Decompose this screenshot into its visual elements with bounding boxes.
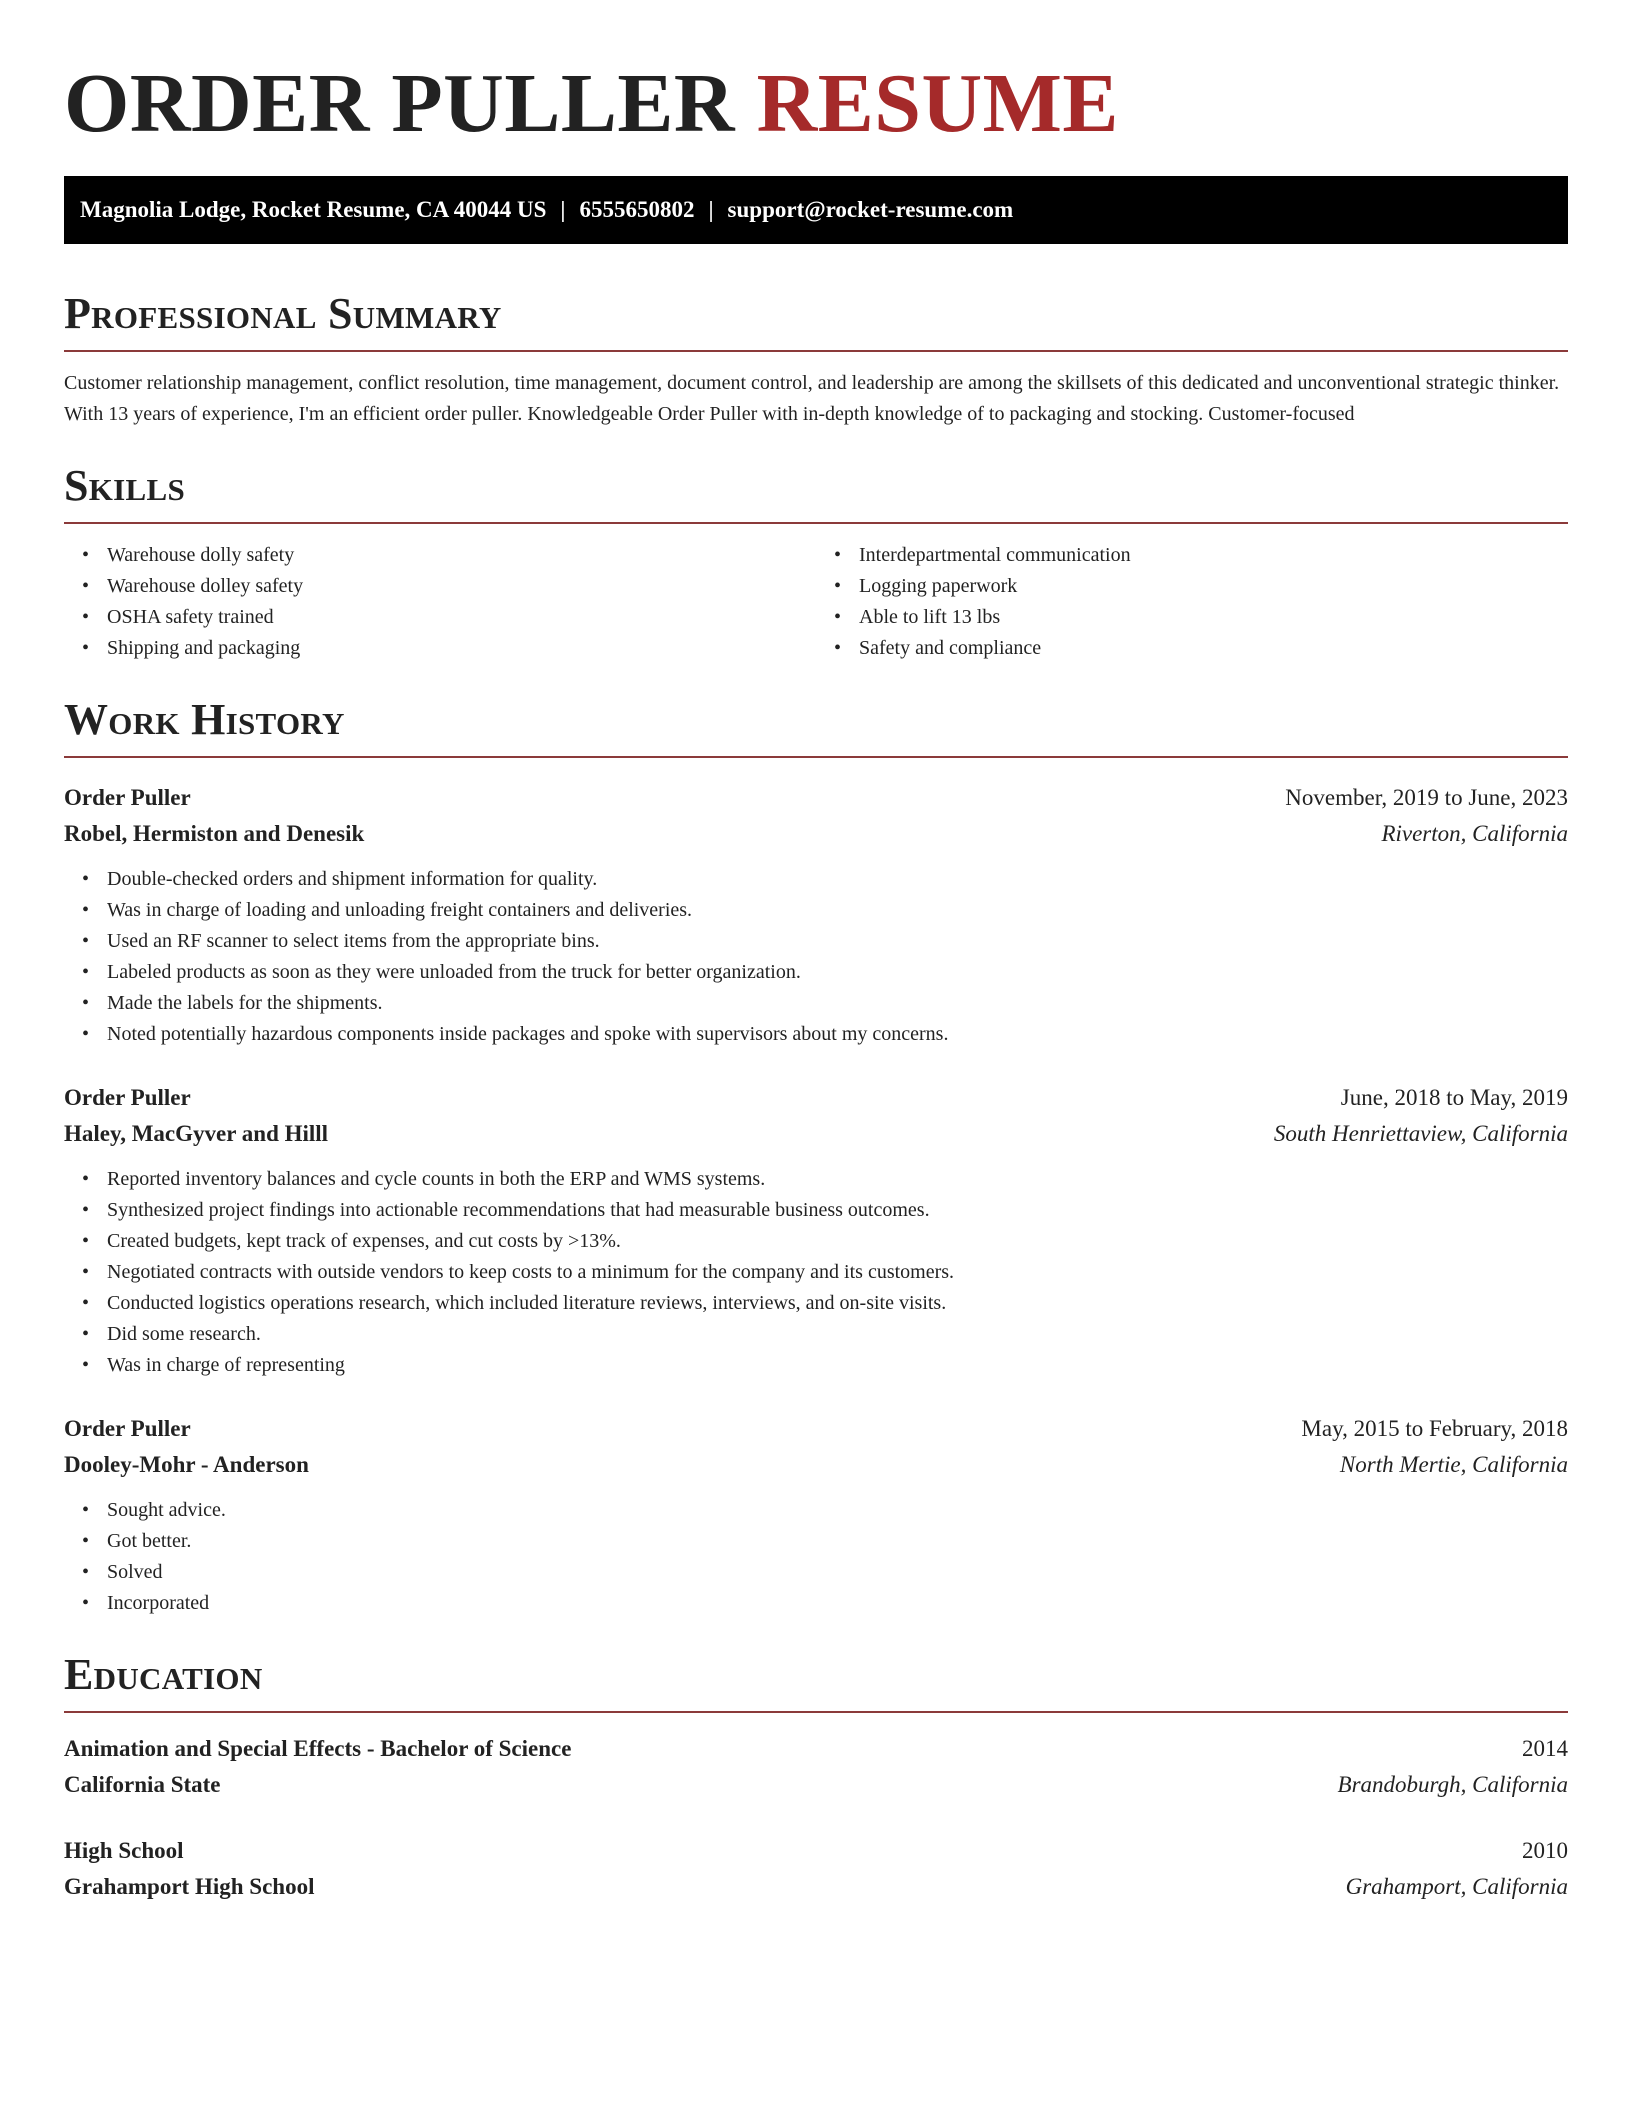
job-location: South Henriettaview, California: [1273, 1121, 1568, 1146]
section-divider: [64, 522, 1568, 524]
contact-phone: 6555650802: [579, 197, 695, 222]
job-company: Haley, MacGyver and Hilll: [64, 1121, 329, 1146]
job-location: Riverton, California: [1381, 821, 1568, 846]
job-duty: • Made the labels for the shipments.: [107, 988, 1568, 1019]
job-duty: • Was in charge of loading and unloading freight containers and deliveries.: [107, 895, 1568, 926]
education-entry: [64, 1731, 1568, 1803]
job-dates: June, 2018 to May, 2019: [1340, 1085, 1568, 1110]
education-section: [64, 1649, 1568, 1905]
job-duty: • Was in charge of representing: [107, 1350, 1568, 1381]
contact-address: Magnolia Lodge, Rocket Resume, CA 40044 US: [80, 197, 547, 222]
education-school: California State: [64, 1772, 221, 1797]
job-duty: • Created budgets, kept track of expenses, and cut costs by >13%.: [107, 1226, 1568, 1257]
summary-section: [64, 288, 1568, 430]
job-duty: • Got better.: [107, 1526, 1568, 1557]
job-title: Order Puller: [64, 1085, 191, 1110]
job-dates: May, 2015 to February, 2018: [1301, 1416, 1568, 1441]
job-entry: [64, 780, 1568, 1050]
contact-bar: [64, 176, 1568, 244]
skill-item: • Able to lift 13 lbs: [859, 602, 1568, 633]
skill-item: • Shipping and packaging: [107, 633, 816, 664]
work-history-heading: Work History: [64, 695, 345, 744]
job-entry: [64, 1080, 1568, 1381]
job-duty: • Did some research.: [107, 1319, 1568, 1350]
skills-grid: [64, 540, 1568, 664]
job-company: Robel, Hermiston and Denesik: [64, 821, 365, 846]
job-duty: • Incorporated: [107, 1588, 1568, 1619]
job-title: Order Puller: [64, 785, 191, 810]
job-duty: • Synthesized project findings into actionable recommendations that had measurable business outcomes.: [107, 1195, 1568, 1226]
education-heading: Education: [64, 1650, 263, 1699]
contact-separator: |: [560, 197, 566, 222]
job-duty: • Used an RF scanner to select items from the appropriate bins.: [107, 926, 1568, 957]
skill-item: • Safety and compliance: [859, 633, 1568, 664]
page-title: [64, 56, 1568, 152]
job-duty: • Conducted logistics operations research, which included literature reviews, interviews, and on-site visits.: [107, 1288, 1568, 1319]
section-divider: [64, 1711, 1568, 1713]
skills-section: [64, 460, 1568, 664]
skill-item: • Warehouse dolley safety: [107, 571, 816, 602]
skill-item: • OSHA safety trained: [107, 602, 816, 633]
skills-column-right: [816, 540, 1568, 664]
skill-item: • Warehouse dolly safety: [107, 540, 816, 571]
job-duty: • Double-checked orders and shipment information for quality.: [107, 864, 1568, 895]
title-main: ORDER PULLER: [64, 57, 736, 150]
education-location: Brandoburgh, California: [1337, 1772, 1568, 1797]
skill-item: • Logging paperwork: [859, 571, 1568, 602]
education-year: 2014: [1522, 1736, 1568, 1761]
education-year: 2010: [1522, 1838, 1568, 1863]
skills-heading: Skills: [64, 461, 186, 510]
job-duties: [64, 1495, 1568, 1619]
section-divider: [64, 756, 1568, 758]
job-location: North Mertie, California: [1339, 1452, 1568, 1477]
skill-item: • Interdepartmental communication: [859, 540, 1568, 571]
education-entry: [64, 1833, 1568, 1905]
job-duties: [64, 864, 1568, 1050]
summary-heading: Professional Summary: [64, 289, 502, 338]
job-duty: • Noted potentially hazardous components inside packages and spoke with supervisors about my concerns.: [107, 1019, 1568, 1050]
work-history-section: [64, 694, 1568, 1619]
contact-email: support@rocket-resume.com: [727, 197, 1014, 222]
title-accent: RESUME: [756, 57, 1119, 150]
job-duty: • Negotiated contracts with outside vendors to keep costs to a minimum for the company and its customers.: [107, 1257, 1568, 1288]
education-school: Grahamport High School: [64, 1874, 315, 1899]
job-company: Dooley-Mohr - Anderson: [64, 1452, 309, 1477]
education-location: Grahamport, California: [1345, 1874, 1568, 1899]
job-duty: • Reported inventory balances and cycle counts in both the ERP and WMS systems.: [107, 1164, 1568, 1195]
job-duty: • Sought advice.: [107, 1495, 1568, 1526]
education-degree: High School: [64, 1838, 184, 1863]
skills-column-left: [64, 540, 816, 664]
job-entry: [64, 1411, 1568, 1619]
job-duties: [64, 1164, 1568, 1381]
job-dates: November, 2019 to June, 2023: [1285, 785, 1568, 810]
contact-separator: |: [708, 197, 714, 222]
job-duty: • Solved: [107, 1557, 1568, 1588]
section-divider: [64, 350, 1568, 352]
education-degree: Animation and Special Effects - Bachelor of Science: [64, 1736, 572, 1761]
job-duty: • Labeled products as soon as they were unloaded from the truck for better organization.: [107, 957, 1568, 988]
summary-text: Customer relationship management, conflict resolution, time management, document control, and leadership are among the skillsets of this dedicated and unconventional strategic thinker. With 13 years of experience, I'm an efficient order puller. Knowledgeable Order Puller with in-depth knowledge of to packaging and stocking. Customer-focused: [64, 372, 1560, 425]
job-title: Order Puller: [64, 1416, 191, 1441]
